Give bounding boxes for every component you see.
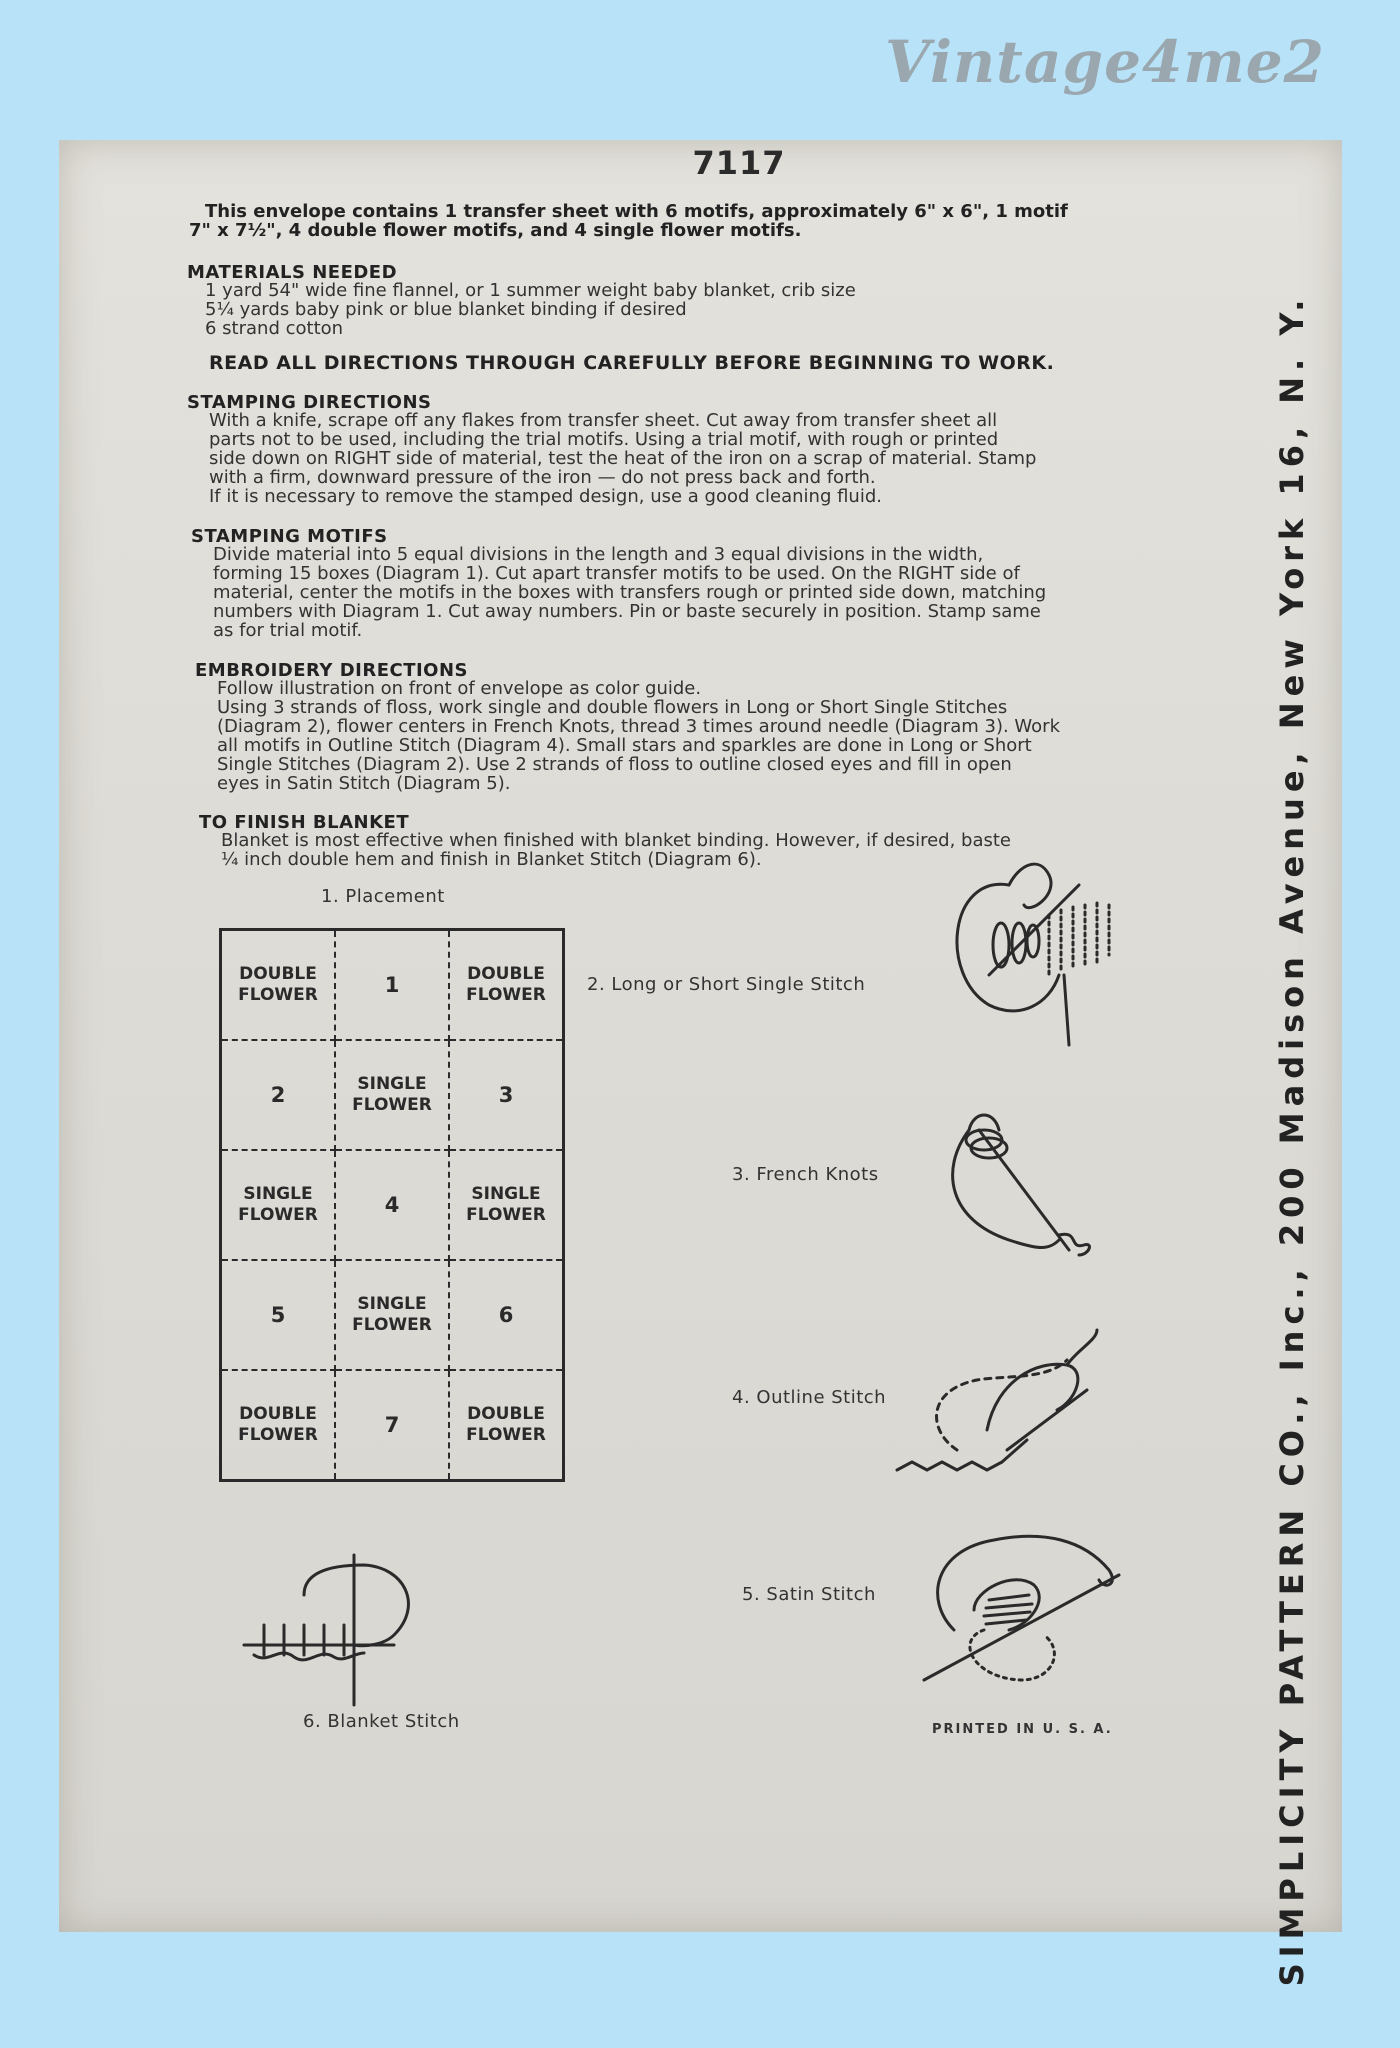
placement-cell: 6 <box>449 1260 564 1370</box>
diagram-4-caption: 4. Outline Stitch <box>732 1387 887 1408</box>
placement-cell: 2 <box>221 1040 336 1150</box>
placement-cell: DOUBLE FLOWER <box>449 1370 564 1481</box>
embroidery-directions-text <box>217 679 1217 793</box>
finish-blanket-heading: TO FINISH BLANKET <box>199 812 410 833</box>
satin-stitch-illustration <box>914 1530 1134 1690</box>
embroidery-line: Single Stitches (Diagram 2). Use 2 strands of floss to outline closed eyes and fill in open <box>217 754 1012 775</box>
printed-in-usa: PRINTED IN U. S. A. <box>932 1722 1113 1737</box>
placement-cell: DOUBLE FLOWER <box>221 930 336 1041</box>
pattern-number: 7117 <box>692 144 786 182</box>
stamping-motifs-line: as for trial motif. <box>213 620 363 641</box>
french-knots-illustration <box>939 1110 1119 1280</box>
diagram-3-caption: 3. French Knots <box>732 1164 879 1185</box>
placement-cell: SINGLE FLOWER <box>335 1040 449 1150</box>
stamping-directions-line: side down on RIGHT side of material, test the heat of the iron on a scrap of material. Stamp <box>209 448 1037 469</box>
stamping-motifs-line: forming 15 boxes (Diagram 1). Cut apart transfer motifs to be used. On the RIGHT side of <box>213 563 1020 584</box>
diagram-5-caption: 5. Satin Stitch <box>742 1584 876 1605</box>
placement-row <box>221 1370 564 1481</box>
placement-row <box>221 1150 564 1260</box>
placement-cell: SINGLE FLOWER <box>449 1150 564 1260</box>
outline-stitch-illustration <box>897 1320 1127 1480</box>
placement-cell: 3 <box>449 1040 564 1150</box>
placement-title: 1. Placement <box>321 886 445 907</box>
finish-blanket-line: Blanket is most effective when finished with blanket binding. However, if desired, baste <box>221 830 1011 851</box>
pattern-envelope-back <box>59 140 1342 1987</box>
placement-row <box>221 1260 564 1370</box>
stamping-directions-line: With a knife, scrape off any flakes from transfer sheet. Cut away from transfer sheet all <box>209 410 998 431</box>
stamping-directions-text <box>209 411 1209 506</box>
watermark: Vintage4me2 <box>885 28 1325 96</box>
embroidery-line: all motifs in Outline Stitch (Diagram 4). Small stars and sparkles are done in Long or Short <box>217 735 1032 756</box>
embroidery-line: (Diagram 2), flower centers in French Knots, thread 3 times around needle (Diagram 3). Work <box>217 716 1060 737</box>
stamping-motifs-line: numbers with Diagram 1. Cut away numbers. Pin or baste securely in position. Stamp same <box>213 601 1041 622</box>
stamping-motifs-line: material, center the motifs in the boxes with transfers rough or printed side down, matching <box>213 582 1047 603</box>
publisher-address: SIMPLICITY PATTERN CO., Inc., 200 Madison Avenue, New York 16, N. Y. <box>1273 293 1311 1987</box>
intro-text <box>189 202 1189 240</box>
placement-cell: SINGLE FLOWER <box>335 1260 449 1370</box>
placement-diagram <box>219 928 565 1482</box>
placement-cell: DOUBLE FLOWER <box>221 1370 336 1481</box>
read-all-notice: READ ALL DIRECTIONS THROUGH CAREFULLY BEFORE BEGINNING TO WORK. <box>209 352 1055 374</box>
embroidery-line: Follow illustration on front of envelope as color guide. <box>217 678 702 699</box>
finish-blanket-line: ¼ inch double hem and finish in Blanket Stitch (Diagram 6). <box>221 849 762 870</box>
publisher-side-text-wrap <box>1262 293 1322 1987</box>
long-short-stitch-illustration <box>929 855 1169 1055</box>
diagram-2-caption: 2. Long or Short Single Stitch <box>587 974 866 995</box>
placement-cell: 4 <box>335 1150 449 1260</box>
materials-line: 6 strand cotton <box>205 318 344 339</box>
placement-cell: DOUBLE FLOWER <box>449 930 564 1041</box>
materials-line: 5¼ yards baby pink or blue blanket binding if desired <box>205 299 687 320</box>
placement-row <box>221 930 564 1041</box>
stamping-motifs-line: Divide material into 5 equal divisions in the length and 3 equal divisions in the width, <box>213 544 984 565</box>
embroidery-line: Using 3 strands of floss, work single and double flowers in Long or Short Single Stitches <box>217 697 1008 718</box>
materials-heading: MATERIALS NEEDED <box>187 262 398 283</box>
intro-line: 7" x 7½", 4 double flower motifs, and 4 single flower motifs. <box>189 220 802 241</box>
materials-list <box>205 281 1105 338</box>
materials-line: 1 yard 54" wide fine flannel, or 1 summer weight baby blanket, crib size <box>205 280 856 301</box>
placement-cell: 1 <box>335 930 449 1041</box>
embroidery-line: eyes in Satin Stitch (Diagram 5). <box>217 773 511 794</box>
stamping-directions-line: parts not to be used, including the trial motifs. Using a trial motif, with rough or printed <box>209 429 999 450</box>
diagram-6-caption: 6. Blanket Stitch <box>303 1711 460 1732</box>
stamping-motifs-heading: STAMPING MOTIFS <box>191 526 388 547</box>
stamping-directions-heading: STAMPING DIRECTIONS <box>187 392 432 413</box>
intro-line: This envelope contains 1 transfer sheet with 6 motifs, approximately 6" x 6", 1 motif <box>205 201 1068 222</box>
blanket-stitch-illustration <box>244 1535 484 1705</box>
placement-cell: 7 <box>335 1370 449 1481</box>
stamping-motifs-text <box>213 545 1213 640</box>
placement-row <box>221 1040 564 1150</box>
placement-cell: SINGLE FLOWER <box>221 1150 336 1260</box>
embroidery-directions-heading: EMBROIDERY DIRECTIONS <box>195 660 469 681</box>
stamping-directions-line: with a firm, downward pressure of the iron — do not press back and forth. <box>209 467 876 488</box>
placement-cell: 5 <box>221 1260 336 1370</box>
stamping-directions-line: If it is necessary to remove the stamped design, use a good cleaning fluid. <box>209 486 882 507</box>
